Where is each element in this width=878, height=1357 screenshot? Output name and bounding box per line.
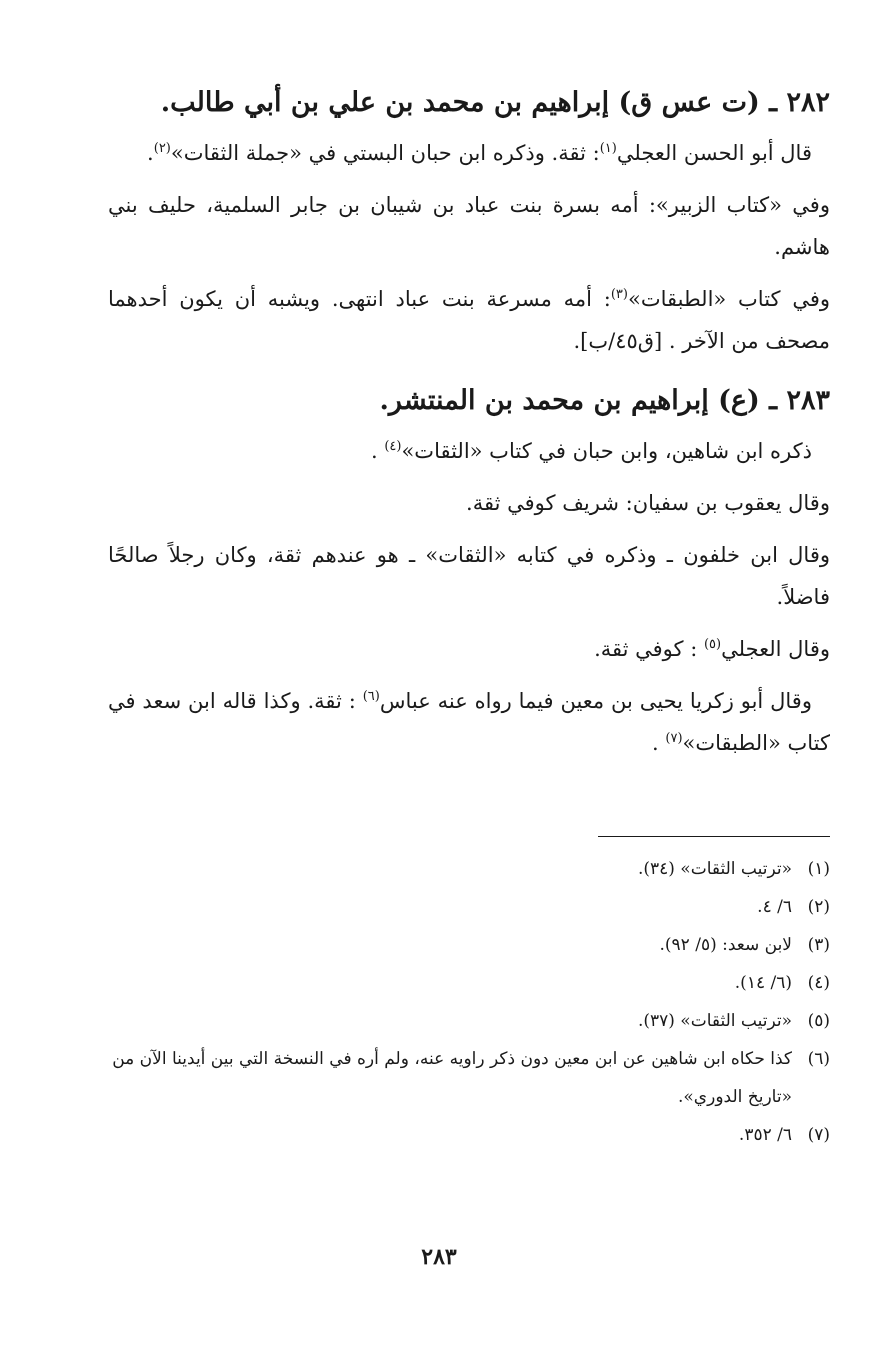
- entry-283-paragraph-4: [108, 628, 830, 670]
- footnote-1: [108, 850, 830, 888]
- footnote-number: (٢): [807, 897, 830, 917]
- footnote-ref-6[interactable]: (٦): [362, 689, 380, 704]
- footnotes: [108, 850, 830, 1154]
- footnote-ref-3[interactable]: (٣): [610, 287, 628, 302]
- text-run: .: [370, 439, 385, 463]
- entry-282-paragraph-1: [108, 132, 830, 174]
- footnote-divider: [598, 836, 830, 837]
- footnote-text: كذا حكاه ابن شاهين عن ابن معين دون ذكر راويه عنه، ولم أره في النسخة التي بين أيدينا الآن من «تاريخ الدوري».: [112, 1049, 792, 1107]
- text-run: قال أبو الحسن العجلي: [616, 141, 812, 165]
- footnote-text: لابن سعد: (٥/ ٩٢).: [659, 935, 792, 955]
- footnote-text: «ترتيب الثقات» (٣٧).: [637, 1011, 792, 1031]
- footnote-2: [108, 888, 830, 926]
- page-number: ٢٨٣: [421, 1244, 457, 1270]
- footnote-number: (٧): [807, 1125, 830, 1145]
- text-run: وقال أبو زكريا يحيى بن معين فيما رواه عنه عباس: [379, 689, 812, 713]
- footnote-ref-1[interactable]: (١): [599, 141, 617, 156]
- footnote-number: (٣): [807, 935, 830, 955]
- footnote-3: [108, 926, 830, 964]
- entry-283-paragraph-2: وقال يعقوب بن سفيان: شريف كوفي ثقة.: [466, 491, 830, 515]
- footnote-ref-5[interactable]: (٥): [703, 637, 722, 652]
- footnote-text: ٦/ ٣٥٢.: [738, 1125, 792, 1145]
- text-run: : أمه مسرعة بنت عباد انتهى. ويشبه أن يكون أحدهما مصحف من الآخر . [ق٤٥/ب].: [108, 287, 830, 353]
- footnote-text: (٦/ ١٤).: [734, 973, 792, 993]
- footnote-ref-2[interactable]: (٢): [153, 141, 171, 156]
- text-run: : كوفي ثقة.: [594, 637, 704, 661]
- text-run: وفي كتاب «الطبقات»: [627, 287, 830, 311]
- main-text: [108, 80, 830, 774]
- entry-heading-282: ٢٨٢ ـ (ت عس ق) إبراهيم بن محمد بن علي بن أبي طالب.: [160, 87, 830, 118]
- text-run: وقال العجلي: [721, 637, 830, 661]
- entry-283-paragraph-5: [108, 680, 830, 764]
- footnote-text: «ترتيب الثقات» (٣٤).: [637, 859, 792, 879]
- entry-283-paragraph-1: [108, 430, 830, 472]
- footnote-number: (١): [807, 859, 830, 879]
- entry-283-paragraph-3: وقال ابن خلفون ـ وذكره في كتابه «الثقات» ـ هو عندهم ثقة، وكان رجلاً صالحًا فاضلاً.: [108, 543, 830, 609]
- footnote-number: (٥): [807, 1011, 830, 1031]
- footnote-text: ٦/ ٤.: [757, 897, 792, 917]
- footnote-number: (٤): [807, 973, 830, 993]
- text-run: ذكره ابن شاهين، وابن حبان في كتاب «الثقات»: [401, 439, 812, 463]
- footnote-4: [108, 964, 830, 1002]
- footnote-6: [108, 1040, 830, 1116]
- entry-282-paragraph-3: [108, 278, 830, 362]
- footnote-number: (٦): [807, 1049, 830, 1069]
- entry-heading-283: ٢٨٣ ـ (ع) إبراهيم بن محمد بن المنتشر.: [379, 385, 830, 416]
- text-run: .: [652, 731, 666, 755]
- text-run: : ثقة. وكذا قاله ابن سعد في كتاب «الطبقات»: [108, 689, 830, 755]
- text-run: .: [147, 141, 154, 165]
- footnote-7: [108, 1116, 830, 1154]
- entry-282-paragraph-2: وفي «كتاب الزبير»: أمه بسرة بنت عباد بن شيبان بن جابر السلمية، حليف بني هاشم.: [108, 193, 830, 259]
- footnote-ref-4[interactable]: (٤): [384, 439, 402, 454]
- footnote-5: [108, 1002, 830, 1040]
- text-run: : ثقة. وذكره ابن حبان البستي في «جملة الثقات»: [170, 141, 600, 165]
- footnote-ref-7[interactable]: (٧): [665, 731, 683, 746]
